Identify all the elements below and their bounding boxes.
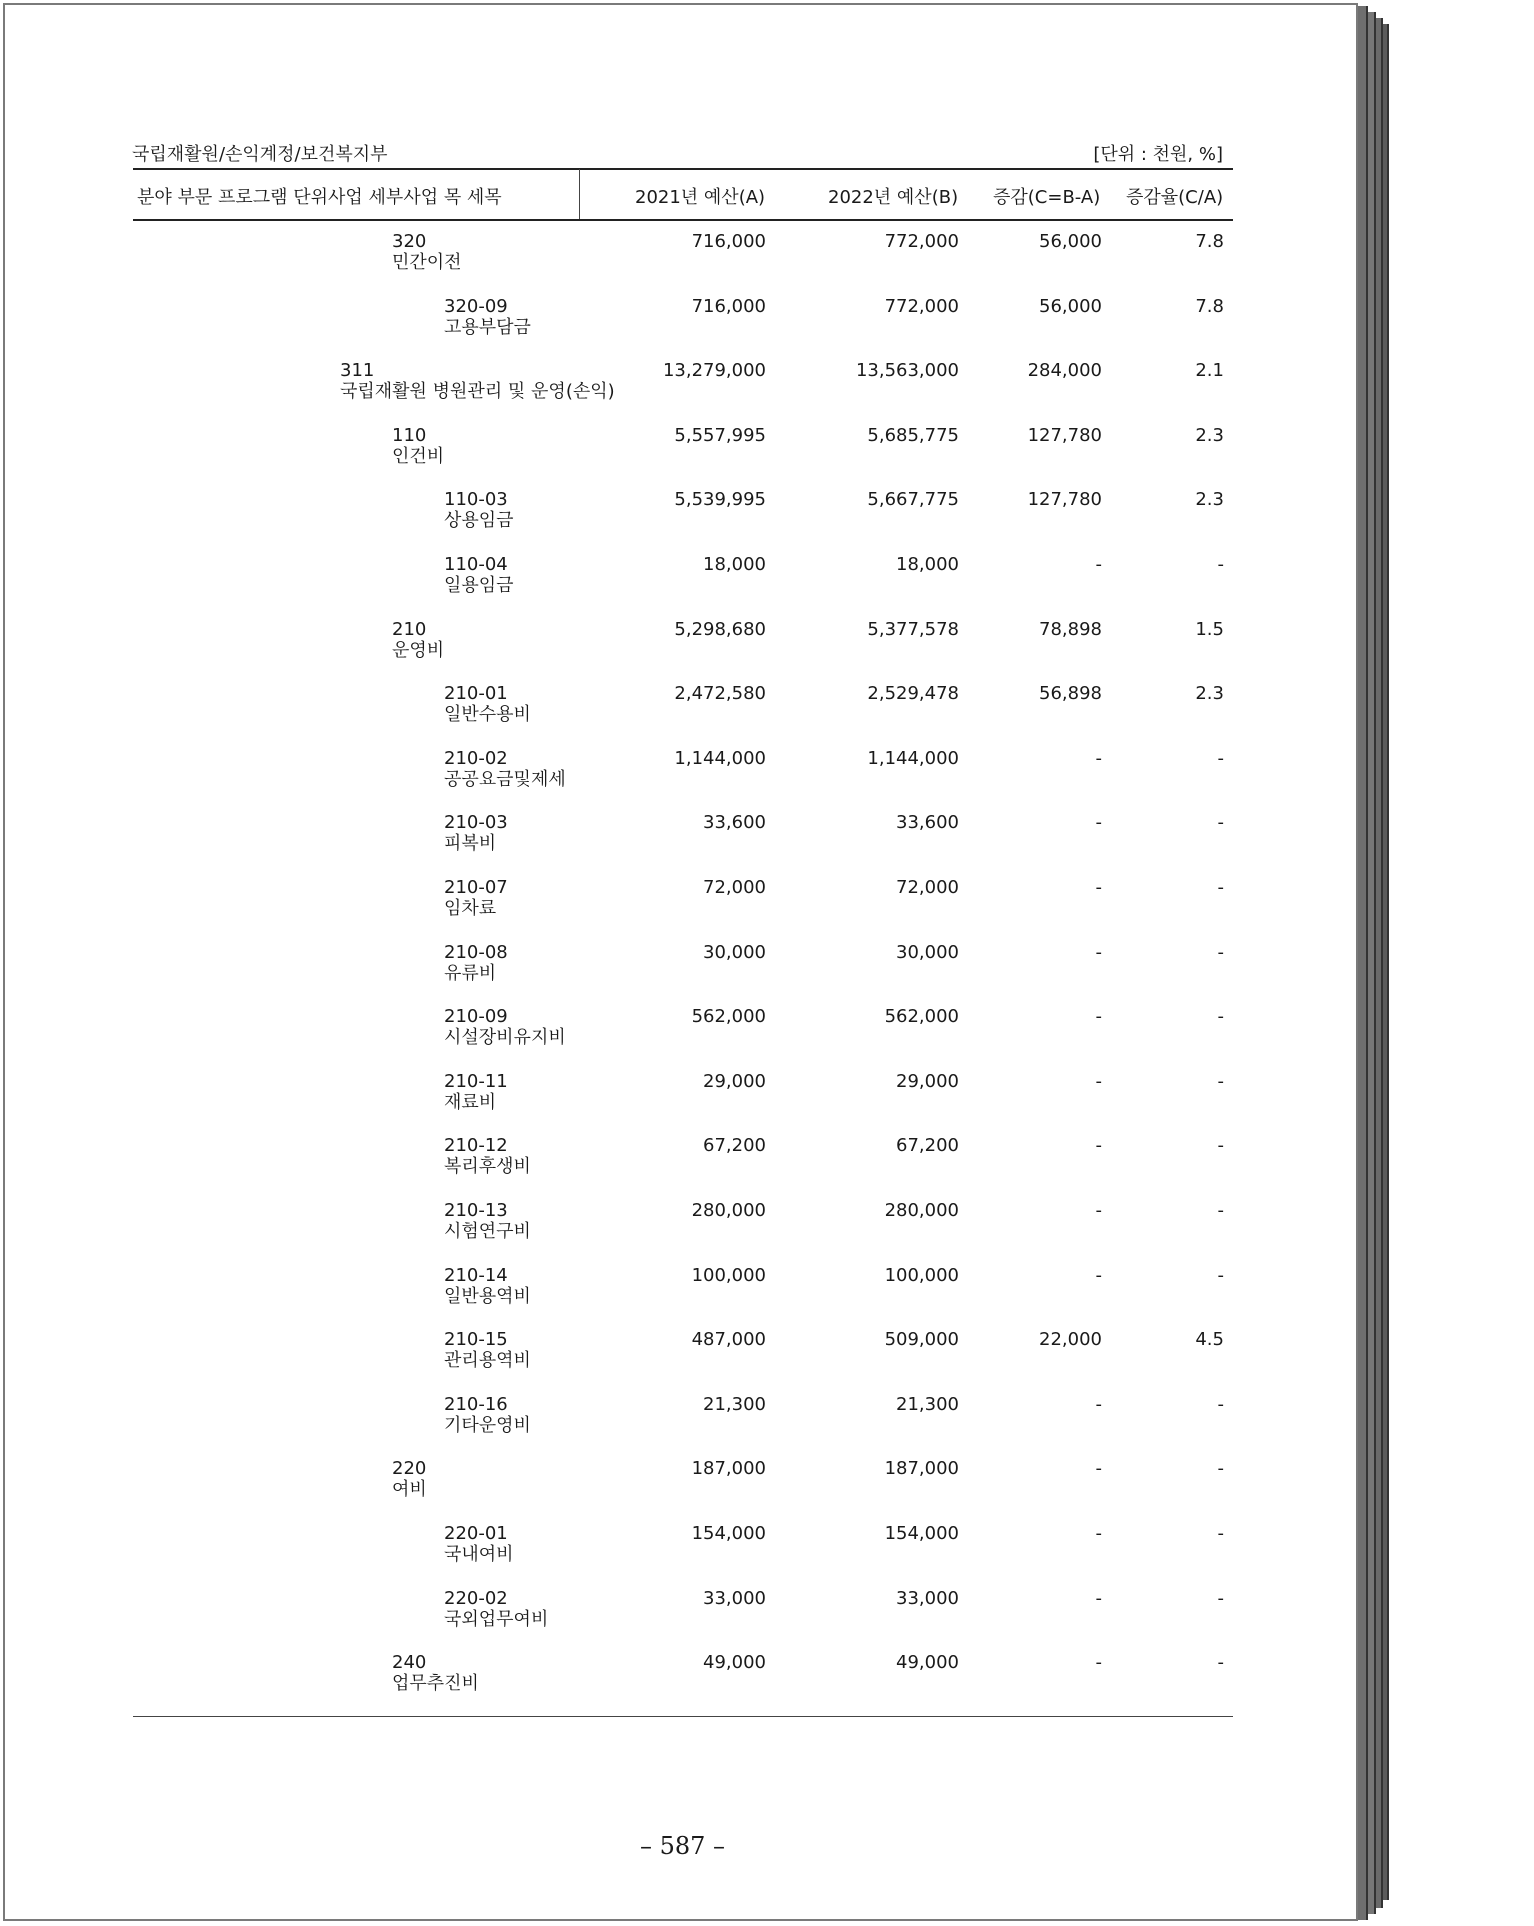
row-code: 210-16: [444, 1393, 508, 1415]
row-budget-2022: 5,667,775: [867, 489, 959, 511]
row-code: 210-13: [444, 1200, 508, 1221]
row-budget-2022: 187,000: [884, 1458, 959, 1480]
table-row: [5, 942, 1360, 1006]
row-code: 220-01: [444, 1523, 508, 1544]
row-change: 127,780: [1027, 489, 1102, 511]
row-budget-2022: 1,144,000: [867, 747, 959, 769]
row-label: 여비: [392, 1479, 427, 1501]
table-row: [5, 1265, 1360, 1329]
row-change: -: [1095, 941, 1102, 963]
row-change-rate: -: [1217, 1006, 1224, 1028]
table-row: [5, 1588, 1360, 1652]
row-change-rate: -: [1217, 1135, 1224, 1157]
unit-label: [단위 : 천원, %]: [1093, 144, 1223, 165]
row-change: -: [1095, 1200, 1102, 1221]
table-row: [5, 231, 1360, 295]
row-label: 피복비: [444, 833, 497, 855]
row-budget-2021: 5,298,680: [674, 618, 766, 640]
row-label: 공공요금및제세: [444, 768, 566, 790]
row-code: 220-02: [444, 1587, 508, 1609]
column-header-change: 증감(C=B-A): [993, 187, 1101, 208]
row-budget-2021: 72,000: [703, 877, 766, 898]
row-code: 110: [392, 424, 427, 446]
row-code: 320: [392, 231, 427, 252]
row-code: 210-03: [444, 812, 508, 834]
row-budget-2021: 33,000: [703, 1587, 766, 1609]
row-budget-2022: 5,377,578: [867, 618, 959, 640]
row-code: 210-07: [444, 877, 508, 898]
table-row: [5, 554, 1360, 618]
row-label: 국내여비: [444, 1544, 514, 1565]
column-header-2021: 2021년 예산(A): [635, 187, 766, 208]
row-change-rate: -: [1217, 1458, 1224, 1480]
row-budget-2022: 21,300: [896, 1393, 959, 1415]
row-budget-2022: 772,000: [884, 231, 959, 252]
table-row: [5, 683, 1360, 747]
column-header-hierarchy: 분야 부문 프로그램 단위사업 세부사업 목 세목: [137, 187, 502, 208]
row-code: 210-08: [444, 941, 508, 963]
row-budget-2022: 154,000: [884, 1523, 959, 1544]
row-code: 210-01: [444, 683, 508, 705]
row-budget-2022: 100,000: [884, 1264, 959, 1286]
row-label: 시설장비유지비: [444, 1027, 566, 1049]
row-change: 127,780: [1027, 424, 1102, 446]
row-budget-2022: 562,000: [884, 1006, 959, 1028]
row-budget-2021: 13,279,000: [662, 360, 766, 382]
breadcrumb: 국립재활원/손익계정/보건복지부: [132, 144, 388, 165]
row-label: 인건비: [392, 445, 445, 467]
table-header-rule: [133, 219, 1233, 221]
row-budget-2021: 30,000: [703, 941, 766, 963]
row-label: 시험연구비: [444, 1221, 531, 1242]
row-change-rate: 2.3: [1195, 424, 1224, 446]
row-change-rate: -: [1217, 554, 1224, 575]
row-change: -: [1095, 1135, 1102, 1157]
row-budget-2022: 2,529,478: [867, 683, 959, 705]
row-change-rate: -: [1217, 747, 1224, 769]
table-row: [5, 877, 1360, 941]
row-change: 78,898: [1039, 618, 1102, 640]
row-budget-2022: 13,563,000: [855, 360, 959, 382]
row-change-rate: 2.3: [1195, 683, 1224, 705]
row-budget-2021: 187,000: [691, 1458, 766, 1480]
row-change-rate: 2.1: [1195, 360, 1224, 382]
row-change: 284,000: [1027, 360, 1102, 382]
row-change: 56,000: [1039, 295, 1102, 317]
row-label: 일반용역비: [444, 1285, 531, 1307]
row-budget-2022: 67,200: [896, 1135, 959, 1157]
row-change-rate: -: [1217, 812, 1224, 834]
row-budget-2022: 30,000: [896, 941, 959, 963]
row-budget-2021: 2,472,580: [674, 683, 766, 705]
row-budget-2021: 29,000: [703, 1070, 766, 1092]
row-label: 고용부담금: [444, 316, 531, 338]
row-change: -: [1095, 812, 1102, 834]
row-budget-2022: 509,000: [884, 1329, 959, 1351]
row-budget-2021: 280,000: [691, 1200, 766, 1221]
row-change: -: [1095, 554, 1102, 575]
header-column-divider: [579, 169, 580, 219]
row-code: 210-12: [444, 1135, 508, 1157]
row-budget-2021: 5,539,995: [674, 489, 766, 511]
table-row: [5, 1652, 1360, 1716]
row-change-rate: -: [1217, 1200, 1224, 1221]
row-label: 임차료: [444, 898, 497, 919]
row-change-rate: 4.5: [1195, 1329, 1224, 1351]
row-label: 민간이전: [392, 252, 462, 273]
table-row: [5, 748, 1360, 812]
row-code: 210-11: [444, 1070, 508, 1092]
row-change: -: [1095, 1652, 1102, 1674]
row-change-rate: 7.8: [1195, 231, 1224, 252]
row-change: 56,000: [1039, 231, 1102, 252]
document-page: [3, 3, 1358, 1921]
table-row: [5, 1394, 1360, 1458]
row-budget-2022: 772,000: [884, 295, 959, 317]
table-row: [5, 1006, 1360, 1070]
row-change: -: [1095, 1587, 1102, 1609]
row-change: -: [1095, 747, 1102, 769]
row-budget-2021: 49,000: [703, 1652, 766, 1674]
table-row: [5, 1329, 1360, 1393]
table-row: [5, 360, 1360, 424]
row-budget-2021: 67,200: [703, 1135, 766, 1157]
row-budget-2021: 487,000: [691, 1329, 766, 1351]
row-budget-2021: 154,000: [691, 1523, 766, 1544]
row-change-rate: -: [1217, 1523, 1224, 1544]
row-budget-2021: 100,000: [691, 1264, 766, 1286]
row-change-rate: -: [1217, 877, 1224, 898]
row-budget-2022: 33,600: [896, 812, 959, 834]
row-code: 210-02: [444, 747, 508, 769]
row-change-rate: -: [1217, 941, 1224, 963]
row-label: 상용임금: [444, 510, 514, 532]
row-label: 업무추진비: [392, 1673, 479, 1695]
row-code: 210-14: [444, 1264, 508, 1286]
row-label: 관리용역비: [444, 1350, 531, 1372]
table-bottom-rule: [133, 1716, 1233, 1717]
row-change: -: [1095, 1264, 1102, 1286]
row-change: -: [1095, 1006, 1102, 1028]
table-row: [5, 1523, 1360, 1587]
row-change: -: [1095, 877, 1102, 898]
row-budget-2021: 33,600: [703, 812, 766, 834]
row-code: 311: [340, 360, 375, 382]
row-label: 복리후생비: [444, 1156, 531, 1178]
row-change-rate: 1.5: [1195, 618, 1224, 640]
table-row: [5, 619, 1360, 683]
row-label: 재료비: [444, 1091, 497, 1113]
row-change: 56,898: [1039, 683, 1102, 705]
row-change-rate: -: [1217, 1587, 1224, 1609]
row-budget-2021: 5,557,995: [674, 424, 766, 446]
page-number: – 587 –: [639, 1832, 726, 1860]
row-budget-2022: 280,000: [884, 1200, 959, 1221]
row-change-rate: 2.3: [1195, 489, 1224, 511]
row-label: 일용임금: [444, 575, 514, 596]
row-code: 220: [392, 1458, 427, 1480]
row-budget-2022: 29,000: [896, 1070, 959, 1092]
row-code: 110-03: [444, 489, 508, 511]
table-row: [5, 1200, 1360, 1264]
table-row: [5, 1458, 1360, 1522]
row-budget-2021: 716,000: [691, 295, 766, 317]
row-change-rate: -: [1217, 1393, 1224, 1415]
row-change-rate: -: [1217, 1264, 1224, 1286]
row-label: 운영비: [392, 639, 445, 661]
row-change: -: [1095, 1393, 1102, 1415]
table-row: [5, 489, 1360, 553]
row-budget-2021: 21,300: [703, 1393, 766, 1415]
row-budget-2021: 562,000: [691, 1006, 766, 1028]
row-code: 210-09: [444, 1006, 508, 1028]
row-budget-2022: 72,000: [896, 877, 959, 898]
row-budget-2022: 5,685,775: [867, 424, 959, 446]
row-code: 320-09: [444, 295, 508, 317]
table-row: [5, 1135, 1360, 1199]
row-budget-2021: 1,144,000: [674, 747, 766, 769]
table-row: [5, 425, 1360, 489]
row-label: 기타운영비: [444, 1414, 531, 1436]
row-budget-2022: 33,000: [896, 1587, 959, 1609]
row-budget-2022: 18,000: [896, 554, 959, 575]
column-header-2022: 2022년 예산(B): [828, 187, 959, 208]
row-change-rate: -: [1217, 1652, 1224, 1674]
row-change: 22,000: [1039, 1329, 1102, 1351]
row-code: 110-04: [444, 554, 508, 575]
row-label: 국립재활원 병원관리 및 운영(손익): [340, 381, 615, 403]
row-change-rate: -: [1217, 1070, 1224, 1092]
row-budget-2021: 18,000: [703, 554, 766, 575]
row-budget-2021: 716,000: [691, 231, 766, 252]
table-top-rule: [133, 168, 1233, 170]
row-change: -: [1095, 1070, 1102, 1092]
row-change: -: [1095, 1523, 1102, 1544]
row-code: 240: [392, 1652, 427, 1674]
row-label: 국외업무여비: [444, 1608, 549, 1630]
table-row: [5, 1071, 1360, 1135]
row-change: -: [1095, 1458, 1102, 1480]
table-row: [5, 296, 1360, 360]
row-label: 일반수용비: [444, 704, 531, 726]
row-change-rate: 7.8: [1195, 295, 1224, 317]
row-code: 210: [392, 618, 427, 640]
table-row: [5, 812, 1360, 876]
row-budget-2022: 49,000: [896, 1652, 959, 1674]
row-label: 유류비: [444, 962, 497, 984]
column-header-change-rate: 증감율(C/A): [1126, 187, 1224, 208]
row-code: 210-15: [444, 1329, 508, 1351]
